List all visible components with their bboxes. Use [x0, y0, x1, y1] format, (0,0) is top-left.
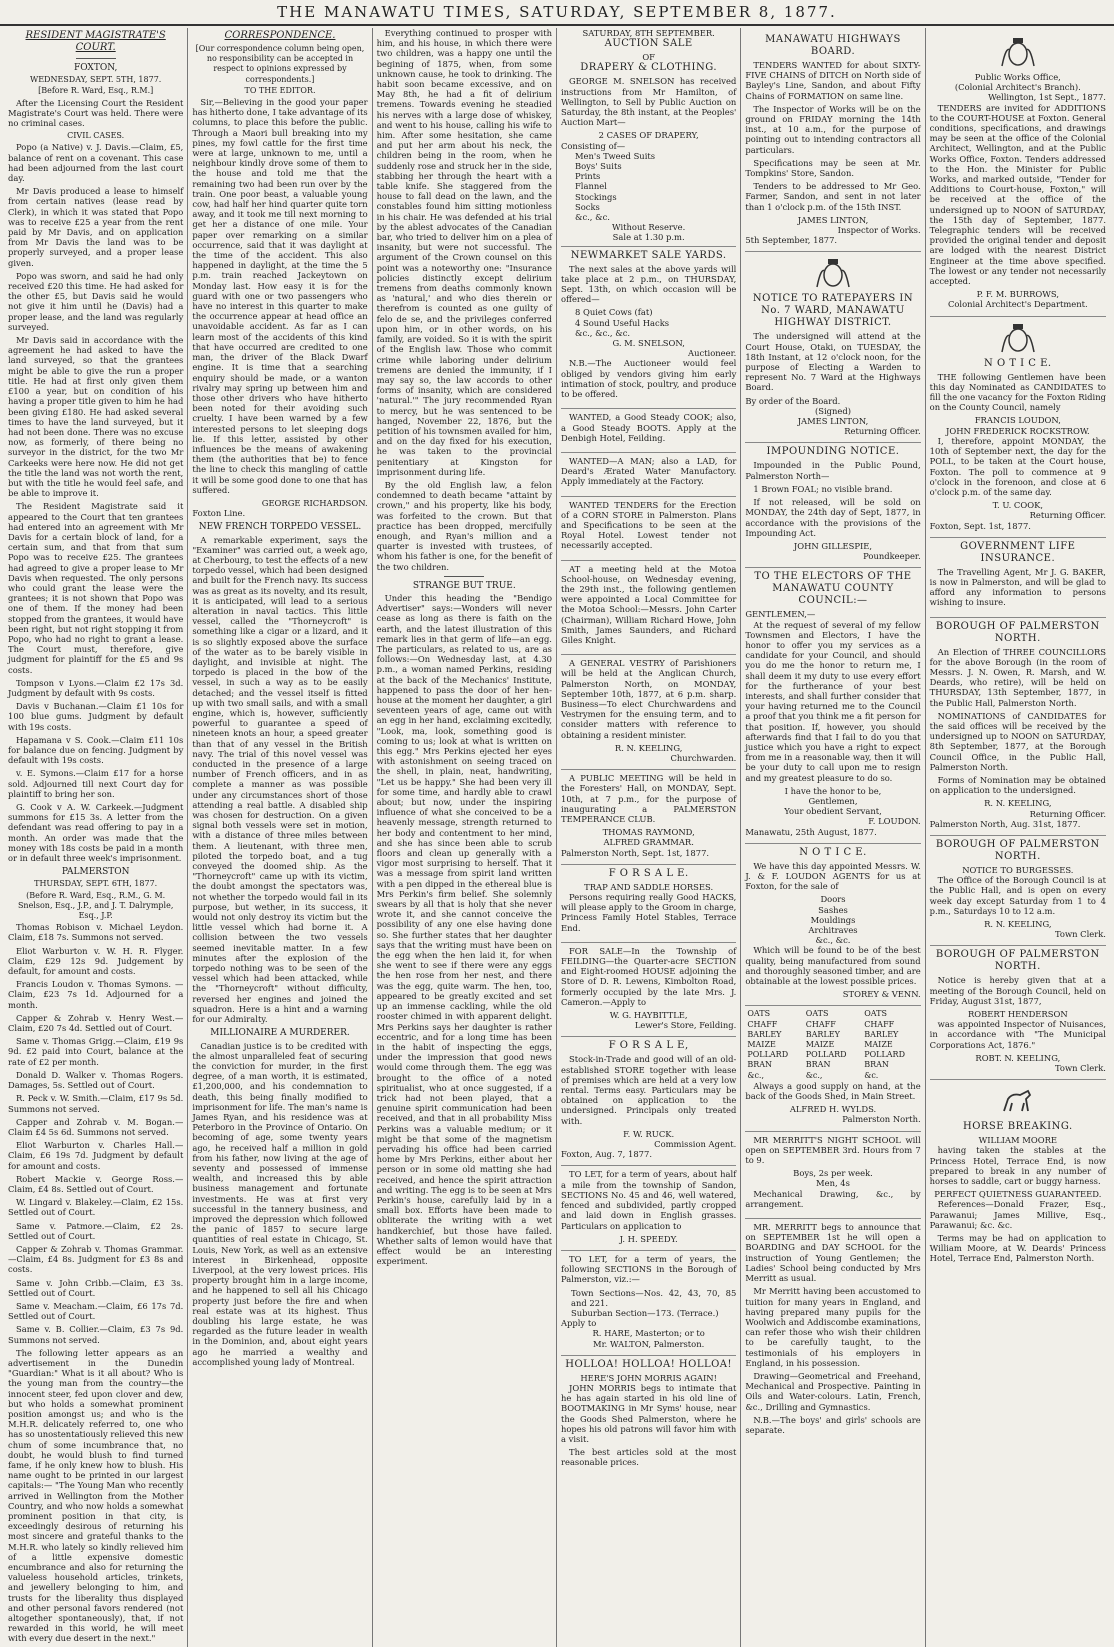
- ad-date: Palmerston North, Sept. 1st, 1877.: [560, 847, 710, 858]
- ad-text: Tenders to be addressed to Mr Geo. Farmer, Sandon, and sent in not later than 1 o'clock p.m. of the 15th INST.: [745, 181, 921, 212]
- ad-subheading: PERFECT QUIETNESS GUARANTEED.: [934, 1189, 1102, 1200]
- table-cell: &c.: [864, 1070, 879, 1080]
- column-3: [373, 28, 557, 1647]
- list-item: Sashes: [818, 904, 848, 915]
- signature: Mr. WALTON, Palmerston.: [593, 1338, 705, 1349]
- list-item: &c., &c.: [815, 935, 851, 946]
- ad-motoa: [561, 560, 736, 652]
- ad-text: The Office of the Borough Council is at the Public Hall, and is open on every week day except Saturday from 1 to 4 p.m., Saturdays 10 to 12 a.m.: [929, 875, 1106, 916]
- list-item: Boys' Suits: [574, 161, 622, 172]
- ad-text: N.B.—The boys' and girls' schools are separate.: [745, 1414, 921, 1435]
- ad-text: Terms may be had on application to William Moore, at W. Deards' Princess Hotel, Terrace End, Palmerston North.: [929, 1233, 1106, 1264]
- paragraph: G. Cook v A. W. Carkeek.—Judgment summons for £15 3s. A letter from the defendant was read offering to pay in a month. An order was made that the money with 18s costs be paid in a month or in default three week's imprisonment.: [8, 802, 184, 864]
- signature-role: Lewer's Store, Feilding.: [634, 1020, 737, 1031]
- ad-to-let-sandon: [561, 1165, 736, 1246]
- signature: JAMES LINTON,: [797, 416, 869, 427]
- ad-heading: IMPOUNDING NOTICE.: [766, 446, 900, 458]
- signature: STOREY & VENN.: [842, 989, 921, 1000]
- ad-text: At the request of several of my fellow Townsmen and Electors, I have the honor to offer you my services as a candidate for your Council, and should you do me the honor to return me, I shall deem it my duty to use every effort for the furtherance of your best interests, and shall further consider that your having returned me to the Council a proof that you think me a fit person for that position. If, however, you should afterwards find that I fail to do you that justice which you have a right to expect from me in a reasonable way, then it will be your duty to call upon me to resign and my greatest pleasure to do so.: [745, 619, 921, 783]
- ad-text: FOR SALE—In the Township of FEILDING—the Quarter-acre SECTION and Eight-roomed HOUSE adjoining the Store of D. R. Lewens, Kimbolton Road, formerly occupied by the late Mrs. J. Cameron.—Apply to: [560, 945, 737, 1007]
- ad-text: N.B.—The Auctioneer would feel obliged by vendors giving him early intimation of stock, poultry, and produce to be offered.: [560, 358, 737, 400]
- heading-torpedo: NEW FRENCH TORPEDO VESSEL.: [198, 522, 362, 533]
- date: WEDNESDAY, SEPT. 5TH, 1877.: [29, 75, 162, 85]
- signature-role: Commission Agent.: [654, 1139, 737, 1150]
- ad-line: 4 Sound Useful Hacks: [574, 317, 670, 328]
- ad-ratepayers: [745, 251, 920, 439]
- auction-drapery: DRAPERY & CLOTHING.: [580, 62, 718, 74]
- table-row: [745, 1009, 920, 1019]
- ad-line: (Colonial Architect's Branch).: [954, 82, 1081, 93]
- ad-date: 5th September, 1877.: [745, 235, 838, 246]
- ad-borough-inspector: [930, 945, 1106, 1076]
- table-cell: BARLEY: [747, 1029, 782, 1039]
- ad-impounding: [745, 442, 920, 564]
- ad-text: Drawing—Geometrical and Freehand, Mechanical and Prospective. Painting in Oils and Water-colours. Latin, French, &c., Drilling and Gymnastics.: [745, 1370, 921, 1412]
- signature-place: Foxton Line.: [192, 508, 246, 519]
- signature: JOHN GILLESPIE,: [793, 540, 873, 551]
- ad-line: Public Works Office,: [974, 72, 1061, 82]
- ad-life-insurance: [930, 537, 1106, 614]
- ad-text: Mr Merritt having been accustomed to tuition for many years in England, and having prepared many pupils for the Woolwich and Addiscombe examinations, can refer those who wish their children to be carefully taught, to the testimonials of his employers in England, in his possession.: [745, 1286, 921, 1368]
- civil-cases: CIVIL CASES.: [67, 131, 125, 141]
- paragraph: Capper & Zohrab v. Thomas Grammar.—Claim, £4 8s. Judgment for £3 8s and costs.: [8, 1243, 184, 1275]
- paragraph: Davis v Buchanan.—Claim £1 10s for 100 blue gums. Judgment by default with 19s costs.: [8, 701, 184, 732]
- table-cell: POLLARD: [747, 1050, 789, 1060]
- paragraph: Same v. John Cribb.—Claim, £3 3s. Settled out of Court.: [8, 1277, 184, 1298]
- ad-text: having taken the stables at the Princess Hotel, Terrace End, is now prepared to break in any number of horses to saddle, cart or buggy harness.: [929, 1145, 1106, 1187]
- ad-text: NOMINATIONS of CANDIDATES for the said offices will be received by the undersigned up to NOON on SATURDAY, 8th September, 1877, at the Borough Council Office, in the Public Hall, Palmerston North.: [929, 710, 1106, 772]
- ad-text: TO LET, for a term of years, about half a mile from the township of Sandon, SECTIONS No. 45 and 46, well watered, fenced and subdivided, partly cropped and laid down in English grasses. Particulars on application to: [560, 1169, 737, 1231]
- ad-text: WANTED—A MAN; also a LAD, for Deard's Ærated Water Manufactory. Apply immediately at the Factory.: [560, 455, 737, 487]
- ad-for-sale-horses: [561, 864, 736, 939]
- ad-tenders: [561, 496, 736, 557]
- paragraph: Same v. Patmore.—Claim, £2 2s. Settled out of Court.: [8, 1220, 184, 1241]
- before: [Before R. Ward, Esq., R.M.]: [38, 86, 154, 96]
- table-cell: BARLEY: [864, 1029, 899, 1039]
- ad-text: JOHN MORRIS begs to intimate that he has again started in his old line of BOOTMAKING in Mr Syms' house, near the Goods Shed Palmerston, where he hopes his old patrons will favor him with a visit.: [560, 1382, 737, 1444]
- ad-text: A PUBLIC MEETING will be held in the Foresters' Hall, on MONDAY, Sept. 10th, at 7 p.m., for the purpose of inaugurating a PALMERSTON TEMPERANCE CLUB.: [560, 773, 737, 824]
- paragraph: Same v. Meacham.—Claim, £6 17s 7d. Settled out of Court.: [8, 1300, 184, 1322]
- table-row: [745, 1030, 920, 1040]
- ad-heading: BOROUGH OF PALMERSTON NORTH.: [935, 949, 1100, 973]
- signature: THOMAS RAYMOND,: [602, 827, 695, 838]
- ad-text: I, therefore, appoint MONDAY, the 10th of September next, the day for the POLL, to be taken at the Court house, Foxton. The poll to commence at 9 o'clock in the forenoon, and close at 6 o'clock p.m. of the same day.: [929, 435, 1106, 497]
- ad-text: The undersigned will attend at the Court House, Otaki, on TUESDAY, the 18th Instant, at 12 o'clock noon, for the purpose of Electing a Warden to represent No. 7 Ward at the Highways Board.: [745, 331, 921, 393]
- table-cell: &c.,: [805, 1070, 823, 1080]
- ad-line: FRANCIS LOUDON,: [974, 415, 1061, 426]
- ad-line: Without Reserve.: [612, 222, 686, 233]
- paragraph: The Resident Magistrate said it appeared to the Court that ten grantees had entered into an agreement with Mr Davis for a certain block of land, for a certain sum, and that from that sum Popo was to receive £25. The grantees had agreed to give a proper lease to Mr Davis when requested. The only persons who could grant the lease were the grantees; it is not shown that Popo was one of them. If the money had been stopped from the grantees, it would have been right, but not right stopping it from Popo, who had no right to grant a lease. The Court must, therefore, give judgment for plaintiff for the £5 and 9s costs.: [8, 501, 184, 675]
- signature-role: Palmerston North.: [842, 1114, 921, 1125]
- divider: [444, 576, 484, 577]
- to-editor: TO THE EDITOR.: [244, 85, 316, 95]
- ad-text: Persons requiring really Good HACKS, will please apply to the Groom in charge, Princess Family Hotel Stables, Terrace End.: [560, 892, 737, 933]
- ad-electors: [745, 567, 920, 839]
- ad-temperance: [561, 769, 736, 861]
- paragraph: Francis Loudon v. Thomas Symons. —Claim, £23 7s 1d. Adjourned for a month.: [8, 979, 184, 1010]
- column-4: [557, 28, 741, 1647]
- columns: [4, 28, 1110, 1644]
- ad-text: We have this day appointed Messrs. W. J. & F. LOUDON AGENTS for us at Foxton, for the sale of: [745, 860, 921, 892]
- ad-heading: BOROUGH OF PALMERSTON NORTH.: [935, 838, 1100, 862]
- ad-text: MR. MERRITT begs to announce that on SEPTEMBER 1st he will open a BOARDING and DAY SCHOOL for the instruction of Young Gentlemen; the Ladies' School being conducted by Mrs Merritt as usual.: [745, 1222, 921, 1284]
- ad-line: Sale at 1.30 p.m.: [612, 232, 685, 243]
- ad-notice-doors: [745, 843, 920, 1003]
- column-6: [926, 28, 1110, 1647]
- signature-role: Town Clerk.: [1054, 1063, 1106, 1074]
- table-row: [745, 1050, 920, 1060]
- ad-heading: GOVERNMENT LIFE INSURANCE.: [960, 540, 1076, 564]
- ad-line: WILLIAM MOORE: [978, 1135, 1057, 1146]
- article: Under this heading the "Bendigo Advertiser" says:—Wonders will never cease as long as there is faith on the earth, and the latest illustration of this remark lies in that germ of life—an egg. The particulars, as related to us, are as follows:—On Wednesday last, at 4.30 p.m., a woman named Perkins, residing at the back of the Mechanics' Institute, happened to pass the door of her hen-house at the moment her daughter, a girl seventeen years of age, came out with an egg in her hand, exclaiming excitedly, "Look, ma, look, something good is coming to us; look at what is written on this egg." Mrs Perkins ejected her eyes with astonishment on seeing traced on the shell, in plain, neat, handwriting, "Let us be happy." She had been very ill for some time, and hardly able to crawl about; but now, under the inspiring influence of what she conceived to be a heavenly message, strength returned to her body and contentment to her mind, and she has since been able to scrub floors and clean up generally with a vigor most surprising to herself. That it was a message from spirit land written with a pen dipped in the ethereal blue is Mrs Perkin's firm belief. She solemnly swears by all that is holy that she never wrote it, and she cannot conceive the possibility of any one else having done so. She further states that her daughter says that the writing must have been on the egg when the hen laid it, for when she went to see if there were any eggs the hen rose from her nest, and there was the egg, quite warm. The hen, too, appeared to be greatly excited and set up an immense cackling, while the old rooster chimed in with apparent delight. Mrs Perkins says her daughter is rather eccentric, and for a long time has been in the habit of inspecting the eggs, under the impression that good news would come through them. The egg was brought to the office of a noted spiritualist, who at once suggested, if a trick had not been played, that a genuine spirit communication had been received, and that in all probability Miss Perkins was a valuable medium; or it might be that some of the magnetism pervading his office had been carried home by Mrs Perkins, either about her person or in some old matting she had received, and hence the spirit attraction and writing. The egg is to be seen at Mrs Perkin's house, carefully laid by in a small box. Efforts have been made to obliterate the writing with a wet handkerchief, but those have failed. Whether salts of lemon would have that effect would be an interesting experiment.: [376, 592, 552, 1267]
- ad-text: THE following Gentlemen have been this day Nominated as CANDIDATES to fill the one vacancy for the Foxton Riding on the County Council, namely: [929, 371, 1106, 413]
- list-item: Stockings: [574, 191, 617, 202]
- ad-heading: N O T I C E.: [984, 357, 1052, 369]
- place: PALMERSTON: [61, 867, 130, 878]
- signature: W. G. HAYBITTLE,: [609, 1010, 688, 1021]
- date: THURSDAY, SEPT. 6TH, 1877.: [34, 879, 158, 889]
- ad-heading: NOTICE TO RATEPAYERS IN No. 7 WARD, MANAWATU HIGHWAY DISTRICT.: [752, 293, 914, 329]
- letter: Sir,—Believing in the good your paper has hitherto done, I take advantage of its columns, to place this before the public. Through a Maori bull breaking into my pines, my fowl cattle for the first time were at large, unknown to me, until a neighbour kindly drove some of them to the house and told me that the remaining two had been run over by the train. One poor beast, a valuable young cow, had half her hind quarter quite torn away, and it took me till next morning to get her a distance of one mile. Your paper over remarking on a similar occurrence, said that it was daylight at the time of the accident. This also happened in daylight, at the time the 5 p.m. train reached Jackeytown on Monday last. How easy it is for the guard with one or two passengers who have no interest in this quarter to make the occurrence appear at head office an unavoidable accident. As far as I can learn most of the accidents of this kind that have occurred are credited to one man, the driver of the Black Dwarf engine. It is time that a searching enquiry should be made, or a wanton rivalry may spring up between him and those other drivers who have hitherto been noted for their avoiding such cruelty. I have been warned by a few interested persons to let sleeping dogs lie. If this letter, assisted by other influences be the means of awakening them (the authorities that be) to fence the line to check this mangling of cattle it will be some good done to one that has suffered.: [192, 97, 368, 495]
- table-cell: MAIZE: [864, 1040, 893, 1050]
- signature: ALFRED H. WYLDS.: [789, 1104, 877, 1115]
- ad-text: The best articles sold at the most reasonable prices.: [560, 1447, 737, 1468]
- list-item: Doors: [820, 894, 846, 905]
- ad-date: Manawatu, 25th August, 1877.: [745, 826, 877, 837]
- paragraph: Robert Mackie v. George Ross.— Claim, £4 8s. Settled out of Court.: [8, 1173, 184, 1194]
- paragraph: Popo was sworn, and said he had only received £20 this time. He had asked for the other £5, but Davis said he would not give it him until he (Davis) had a proper lease, and the land was regularly surveyed.: [8, 270, 184, 332]
- signature: J. H. SPEEDY.: [619, 1233, 678, 1244]
- ad-borough-burgesses: [930, 835, 1106, 942]
- signature-role: Returning Officer.: [844, 426, 921, 437]
- ad-text: AT a meeting held at the Motoa School-house, on Wednesday evening, the 29th inst., the following gentlemen were appointed a Local Committee for the Motoa School:—Messrs. John Carter (Chairman), William Richard Howe, John Smith, James Saunders, and Richard Giles Knight.: [560, 563, 737, 645]
- signature: G. M. SNELSON,: [612, 338, 685, 349]
- before: (Before R. Ward, Esq., R.M., G. M. Snelson, Esq., J.P., and J. T. Dalrymple, Esq., J.P.: [17, 890, 174, 921]
- ad-line: Your obedient Servant,: [784, 806, 882, 817]
- ad-heading: HORSE BREAKING.: [962, 1121, 1073, 1133]
- table-row: [745, 1060, 920, 1070]
- signature-role: Auctioneer.: [688, 348, 737, 359]
- signature: GEORGE RICHARDSON.: [261, 497, 368, 508]
- ad-date: Foxton, Aug. 7, 1877.: [560, 1149, 652, 1160]
- table-cell: OATS: [864, 1009, 887, 1019]
- article: A remarkable experiment, says the "Examiner" was carried out, a week ago, at Cherbourg, to test the effects of a new torpedo vessel, which had been designed and built for the French navy. Its success was as great as its novelty, and its result, it is anticipated, will lead to a serious alteration in naval tactics. This little vessel, called the "Thorneycroft" is something like a cigar or a lizard, and it is so slightly exposed above the surface of the water as to be barely visible in daylight, and invisible at night. The torpedo is placed in the bow of the vessel, in such a way as to be easily detached; and the vessel itself is fitted up with two small sails, and with a small engine, which is, however, sufficiently powerful to guarantee a speed of nineteen knots an hour, a speed greater than that of any vessel in the British navy. The trial of this novel vessel was conducted in the presence of a large number of French officers, and in as complete a manner as was possible under any circumstances short of those attending a real battle. A disabled ship was chosen for destruction. On a given signal both vessels were set in motion, with a distance of three miles between them. A lieutenant, with three men, piloted the torpedo boat, and a tug conveyed the doomed ship. As the "Thorneycroft" came up with its victim, the doubt amongst the spectators was, not whether the torpedo would fail in its purpose, but wether, in its success, it would not only destroy its victim but the little vessel which had borne it. A collision between the two vessels seemed inevitable matter. In a few minutes after the explosion of the torpedo nothing was to be seen of the vessel which had been attacked, while the "Thorneycroft" without difficulty, reversed her engines and joined the squadron. Here is a hint and a warning for our Admiralty.: [192, 534, 368, 1025]
- ad-text: Forms of Nomination may be obtained on application to the undersigned.: [929, 774, 1106, 796]
- ad-line: 2 CASES OF DRAPERY,: [598, 130, 699, 141]
- ad-line: I have the honor to be,: [784, 785, 882, 796]
- horse-icon: [996, 1085, 1040, 1119]
- ad-public-works: [930, 31, 1106, 313]
- table-cell: BARLEY: [805, 1029, 840, 1039]
- ad-boarding-school: [745, 1218, 920, 1441]
- ad-text: A GENERAL VESTRY of Parishioners will be held at the Anglican Church, Palmerston North, on MONDAY, September 10th, 1877, at 6 p.m. sharp. Business—To elect Churchwardens and Vestrymen for the ensuing term, and to consider matters with reference to obtaining a resident minister.: [560, 658, 737, 740]
- table-cell: POLLARD: [805, 1050, 847, 1060]
- ad-text: References—Donald Frazer, Esq., Parawanui; James Millive, Esq., Parawanui; &c. &c.: [929, 1199, 1106, 1230]
- ad-oats: [745, 1005, 920, 1127]
- produce-table: [745, 1009, 920, 1080]
- ad-line: By order of the Board.: [745, 395, 841, 406]
- ad-subheading: TRAP AND SADDLE HORSES.: [584, 881, 714, 892]
- ad-text: Impounded in the Public Pound, Palmerston North—: [745, 460, 921, 481]
- ad-heading: N O T I C E.: [799, 846, 867, 858]
- ad-wanted-man: [561, 452, 736, 493]
- ad-text: TENDERS are invited for ADDITIONS to the COURT-HOUSE at Foxton. General conditions, specifications, and drawings may be seen at the office of the Colonial Architect, Wellington, and at the Public Works Office, Foxton. Tenders addressed to the Hon. the Minister for Public Works, and marked outside, "Tender for Additions to Court-house, Foxton," will be received at the office of the undersigned up to NOON of SATURDAY, the 15th day of September, 1877. Telegraphic tenders will be received provided the original tender and deposit are lodged with the nearest District Engineer at the time above specified. The lowest or any tender not necessarily accepted.: [929, 102, 1106, 287]
- table-cell: CHAFF: [747, 1019, 778, 1029]
- list-item: Flannel: [574, 181, 607, 192]
- ad-borough-election: [930, 617, 1106, 832]
- ad-heading: MANAWATU HIGHWAYS BOARD.: [765, 34, 901, 57]
- ad-heading: HOLLOA! HOLLOA! HOLLOA!: [565, 1358, 733, 1370]
- paragraph: Eliot Warburton v. Charles Hall.— Claim, £6 19s 7d. Judgment by default for amount and costs.: [8, 1140, 184, 1171]
- article: By the old English law, a felon condemned to death became "attaint by crown," and his property, like his body, was forfeited to the crown. But that practice has been dropped, mercifully enough, and Ryan's million and a quarter is invested with trustees, of whom his father is one, for the benefit of the two children.: [376, 479, 552, 572]
- ad-line: Suburban Section—173. (Terrace.): [570, 1307, 719, 1318]
- signature: ALFRED GRAMMAR.: [603, 837, 694, 848]
- ad-heading: BOROUGH OF PALMERSTON NORTH.: [935, 620, 1100, 644]
- signature: F. W. RUCK.: [623, 1128, 675, 1139]
- ad-text: Notice is hereby given that at a meeting of the Borough Council, held on Friday, August 31st, 1877,: [929, 975, 1106, 1006]
- ad-highways-board: [745, 31, 920, 248]
- item-list: [561, 151, 736, 222]
- ad-subheading: HERE'S JOHN MORRIS AGAIN!: [580, 1372, 717, 1383]
- ad-horse-breaking: [930, 1079, 1106, 1269]
- signature: T. U. COOK,: [992, 500, 1043, 511]
- coat-of-arms-icon: [811, 257, 855, 291]
- signature: JAMES LINTON,: [797, 214, 869, 225]
- column-1: [4, 28, 188, 1647]
- ad-line: Gentlemen,: [808, 795, 858, 806]
- ad-text: Which will be found to be of the best quality, being manufactured from sound and thoroughly seasoned timber, and are obtainable at the lowest possible prices.: [745, 945, 921, 987]
- heading-millionaire: MILLIONAIRE A MURDERER.: [210, 1028, 350, 1039]
- ad-line: GENTLEMEN,—: [745, 609, 816, 620]
- ad-date: Palmerston North, Aug. 31st, 1877.: [929, 818, 1081, 829]
- ad-to-let-palmerston: [561, 1250, 736, 1352]
- ad-text: TO LET, for a term of years, the following SECTIONS in the Borough of Palmerston, viz.:—: [560, 1253, 737, 1285]
- signature-role: Colonial Architect's Department.: [947, 299, 1088, 310]
- ad-text: was appointed Inspector of Nuisances, in accordance with "The Municipal Corporations Act, 1876.": [929, 1019, 1106, 1050]
- table-cell: POLLARD: [864, 1050, 905, 1060]
- signature-role: Poundkeeper.: [863, 551, 921, 562]
- ad-text: MR MERRITT'S NIGHT SCHOOL will open on SEPTEMBER 3rd. Hours from 7 to 9.: [745, 1134, 921, 1166]
- table-row: [745, 1071, 920, 1081]
- paragraph: Popo (a Native) v. J. Davis.—Claim, £5, balance of rent on a covenant. This case had been adjourned from the last court day.: [8, 142, 184, 184]
- paragraph: Donald D. Walker v. Thomas Rogers. Damages, 5s. Settled out of Court.: [8, 1069, 184, 1091]
- signature: F. LOUDON.: [868, 816, 921, 827]
- ad-wanted-cook: [561, 408, 736, 449]
- list-item: Men's Tweed Suits: [574, 150, 656, 161]
- ad-text: If not released, will be sold on MONDAY, the 24th day of Sept, 1877, in accordance with the provisions of the Impounding Act.: [745, 497, 921, 538]
- table-cell: OATS: [747, 1009, 771, 1019]
- ad-heading: F O R S A L E.: [608, 867, 689, 879]
- table-cell: CHAFF: [805, 1019, 836, 1029]
- ad-text: GEORGE M. SNELSON has received instructions from Mr Hamilton, of Wellington, to Sell by Public Auction on Saturday, the 8th instant, at the Peoples' Auction Mart—: [560, 76, 737, 128]
- ad-text: Always a good supply on hand, at the back of the Goods Shed, in Main Street.: [745, 1080, 921, 1102]
- list-item: Mouldings: [810, 914, 856, 925]
- ad-night-school: [745, 1131, 920, 1215]
- signature-role: Returning Officer.: [1029, 510, 1106, 521]
- ad-text: Mechanical Drawing, &c., by arrangement.: [745, 1188, 921, 1209]
- ad-line: Apply to: [560, 1318, 597, 1329]
- ad-john-morris: [561, 1355, 736, 1474]
- paragraph: Capper and Zohrab v. M. Bogan.— Claim £4 5s 6d. Summons not served.: [8, 1116, 184, 1137]
- table-cell: BRAN: [864, 1060, 889, 1070]
- ad-nomination-notice: [930, 316, 1106, 534]
- ad-date: Wellington, 1st Sept., 1877.: [988, 92, 1106, 103]
- list-item: Socks: [574, 201, 600, 212]
- ad-for-sale-feilding: [561, 942, 736, 1034]
- signature: R. HARE, Masterton; or to: [592, 1328, 705, 1339]
- auction-of: OF: [642, 52, 655, 63]
- paragraph: Capper & Zohrab v. Henry West.— Claim, £20 7s 4d. Settled out of Court.: [8, 1012, 184, 1034]
- ad-line: Men, 4s: [816, 1178, 850, 1189]
- table-cell: OATS: [805, 1009, 829, 1019]
- paragraph: Eliot Warburton v. W. H. R. Flyger. Claim, £29 12s 9d. Judgement by default, for amount and costs.: [8, 945, 184, 977]
- column-5: [741, 28, 925, 1647]
- signature-role: Returning Officer.: [1029, 808, 1106, 819]
- paragraph: W. Lingard v. Blakeley.—Claim, £2 15s. Settled out of Court.: [8, 1197, 184, 1218]
- paragraph: Mr Davis said in accordance with the agreement he had asked to have the land surveyed, so that the grantees might be able to give the run a proper title. He had at first only given them £100 a year, but on condition of his having a proper title given to him he had been giving £180. He had asked several times to have the land surveyed, but it had not been done. There was no excuse now, as formerly, of there being no surveyor in the district, for the two Mr Carkeeks were here now. He did not get the title the land was not worth the rent, but with the title he would feel safe, and be able to improve it.: [8, 335, 184, 499]
- paragraph: Tompson v Lyons.—Claim £2 17s 3d. Judgment by default with 9s costs.: [8, 677, 184, 698]
- place: FOXTON,: [73, 63, 118, 73]
- ad-heading: TO THE ELECTORS OF THE MANAWATU COUNTY COUNCIL:—: [754, 571, 912, 607]
- heading-magistrate: RESIDENT MAGISTRATE'S COURT.: [25, 30, 166, 53]
- ad-line: Town Sections—Nos. 42, 43, 70, 85 and 221.: [570, 1287, 737, 1308]
- ad-line: ROBERT HENDERSON: [967, 1009, 1068, 1020]
- ad-line: JOHN FREDERICK ROCKSTROW.: [945, 425, 1090, 436]
- table-row: [745, 1020, 920, 1030]
- table-cell: CHAFF: [864, 1019, 895, 1029]
- table-cell: &c.,: [747, 1070, 765, 1080]
- list-item: &c., &c.: [574, 212, 610, 223]
- auction-heading: AUCTION SALE: [604, 38, 693, 50]
- coat-of-arms-icon: [996, 322, 1040, 356]
- signature: P. F. M. BURROWS,: [976, 289, 1060, 300]
- signature: R. N. KEELING,: [984, 798, 1052, 809]
- ad-text: The Inspector of Works will be on the ground on FRIDAY morning the 14th inst., at 10 a.m., for the purpose of pointing out to intending contractors all particulars.: [745, 103, 921, 155]
- ad-heading: NEWMARKET SALE YARDS.: [570, 249, 727, 261]
- ad-subheading: NOTICE TO BURGESSES.: [962, 864, 1074, 875]
- ad-text: Specifications may be seen at Mr. Tompkins' Store, Sandon.: [745, 157, 921, 179]
- table-cell: MAIZE: [805, 1040, 835, 1050]
- signature-role: Churchwarden.: [670, 752, 737, 763]
- ad-line: &c., &c., &c.: [574, 327, 631, 338]
- column-2: [188, 28, 372, 1647]
- heading-correspondence: CORRESPONDENCE.: [224, 30, 336, 41]
- ad-line: Consisting of—: [560, 140, 626, 151]
- notice: [Our correspondence column being open, no responsibility can be accepted in respect to opinions expressed by correspondents.]: [195, 44, 365, 84]
- ad-line: 8 Quiet Cows (fat): [574, 307, 653, 318]
- paragraph: Mr Davis produced a lease to himself from certain natives (lease read by Clerk), in which it was stated that Popo was to receive £25 a year from the rent paid by Mr Davis, and on application from Mr Davis the land was to be properly surveyed, and a proper lease given.: [8, 186, 184, 268]
- ad-text: The next sales at the above yards will take place at 2 p.m., on THURSDAY, Sept. 13th, on which occasion will be offered—: [560, 263, 737, 305]
- table-cell: BRAN: [747, 1060, 773, 1070]
- auction-date: SATURDAY, 8TH SEPTEMBER.: [582, 28, 715, 38]
- ad-text: 1 Brown FOAL; no visible brand.: [753, 483, 893, 494]
- paragraph: After the Licensing Court the Resident Magistrate's Court was held. There were no criminal cases.: [8, 97, 184, 129]
- article: Everything continued to prosper with him, and his house, in which there were two children, was a happy one until the begining of 1875, when, from some unknown cause, he took to drinking. The habit soon became excessive, and on May 8th, he had a fit of delirium tremens. Towards evening he steadied his nerves with a large dose of whiskey, and went to his house, calling his wife to him. After some hesitation, she came and put her arm about his neck, the children being in the room, when he suddenly rose and struck her in the side, stabbing her through the heart with a table knife. She staggered from the house to fall dead on the lawn, and the constables found him sitting motionless in his chair. He was defended at his trial by the ablest advocates of the Canadian bar, who tried to deliver him on a plea of insanity, but were not successful. The argument of the Crown counsel on this point was a noteworthy one: "Insurance policies distinctly except delirium tremens from deaths commonly known as 'natural,' and who dies therein or therefrom is counted as one guilty of felo de se, and the privileges conferred upon him, or in other words, on his family, are voided. So it is with the spirit of the English law. Those who commit crime while laboring under delirium tremens are denied the immunity, if I may say so, the law accords to other forms of insanity, which are considered 'natural.'" The jury recommended Ryan to mercy, but he was sentenced to be hanged, November 22, 1876, but the petition of his townsmen availed for him, and on the day fixed for his execution, he was taken to the provincial penitentiary at Kingston for imprisonment during life.: [376, 28, 552, 477]
- paragraph: The following letter appears as an advertisement in the Dunedin "Guardian:" What is it all about? Who is the young man from the country—the innocent steer, fed upon clover and dew, but who holds a somewhat prominent position amongst us; and who is the M.H.R. delicately referred to, one who has so unostentatiously relieved this new chum of some incumbrance that, no doubt, he would blush to find turned fame, if he only knew how to blush. His name ought to be printed in our largest capitals:— "The Young Man who recently arrived in Wellington from the Mother Country, and who now holds a somewhat prominent position in that city, is exceedingly desirous of returning his most sincere and grateful thanks to the M.H.R. who lately so kindly relieved him of a little expensive domestic encumbrance and also for returning the valueless household articles, trinkets, and jewellery belonging to him, and trusts for the liberality thus displayed and other personal favors rendered (not altogether spontaneously), that, if not rewarded in this world, he will meet with every due desert in the next.": [8, 1347, 184, 1644]
- table-cell: MAIZE: [747, 1040, 776, 1050]
- ad-for-sale-store: [561, 1036, 736, 1162]
- signature: ROBT. N. KEELING,: [975, 1052, 1061, 1063]
- ad-text: WANTED, a Good Steady COOK; also, a Good Steady BOOTS. Apply at the Denbigh Hotel, Feilding.: [560, 412, 737, 443]
- ad-vestry: [561, 654, 736, 766]
- article: Canadian justice is to be credited with the almost unparalleled feat of securing the conviction for murder, in the first degree, of a man worth, it is estimated, £1,200,000, and his condemnation to death, this being finally modified to imprisonment for life. The man's name is James Ryan, and his residence was at Peterboro in the Province of Ontario. On becoming of age, some twenty years ago, he received half a million in gold from his father, now living at the age of seventy and possessed of immense wealth, and increased this by able business management and fortunate investments. He was at first very successful in the tannery business, and improved the depression which followed the panic of 1857 to secure large quantities of real estate in Chicago, St. Louis, New York, as well as an extensive interest in Birkenhead, opposite Liverpool, at the very lowest prices. His property brought him in a large income, and he happened to sell all his Chicago property just before the fire and when real estate was at its highest. Thus doubling his large estate, he was regarded as the future leader in wealth in the Dominion, and, about eight years ago he married a wealthy and accomplished young lady of Montreal.: [192, 1040, 368, 1367]
- ad-heading: F O R S A L E,: [608, 1040, 689, 1052]
- ad-text: WANTED TENDERS for the Erection of a CORN STORE in Palmerston. Plans and Specifications to be seen at the Royal Hotel. Lowest tender not necessarily accepted.: [560, 499, 737, 551]
- signature-role: Inspector of Works.: [837, 225, 921, 236]
- paragraph: R. Peck v. W. Smith.—Claim, £17 9s 5d. Summons not served.: [8, 1093, 184, 1114]
- list-item: Prints: [574, 171, 601, 182]
- signature: R. N. KEELING,: [614, 742, 683, 753]
- paragraph: Hapamana v S. Cook.—Claim £11 10s for balance due on fencing. Judgment by default with 19s costs.: [8, 734, 184, 766]
- table-cell: BRAN: [805, 1060, 831, 1070]
- signature: R. N. KEELING,: [984, 919, 1052, 929]
- ad-text: The Travelling Agent, Mr J. G. BAKER, is now in Palmerston, and will be glad to afford any information to persons wishing to insure.: [929, 566, 1106, 608]
- ad-text: Stock-in-Trade and good will of an old-established STORE together with lease of premises which are held at a very low rental. Terms easy. Particulars may be obtained on application to the undersigned. Principals only treated with.: [560, 1054, 737, 1126]
- ad-date: Foxton, Sept. 1st, 1877.: [929, 520, 1031, 531]
- ad-line: (Signed): [814, 405, 851, 416]
- signature-role: Town Clerk.: [1054, 929, 1106, 940]
- divider: [76, 58, 116, 59]
- ad-text: An Election of THREE COUNCILLORS for the above Borough (in the room of Messrs. J. N. Owen, R. Marsh, and W. Deards, who retire), will be held on THURSDAY, 13th September, 1877, in the Public Hall, Palmerston North.: [929, 646, 1106, 708]
- coat-of-arms-icon: [996, 36, 1040, 70]
- table-row: [745, 1040, 920, 1050]
- paragraph: v. E. Symons.—Claim £17 for a horse sold. Adjourned till next Court day for plaintiff to bring her son.: [8, 768, 184, 799]
- ad-newmarket: [561, 246, 736, 406]
- list-item: Architraves: [808, 925, 858, 935]
- ad-text: TENDERS WANTED for about SIXTY-FIVE CHAINS of DITCH on North side of Bayley's Line, Sandon, and about Fifty Chains of FORMATION on same line.: [745, 60, 921, 101]
- paragraph: Same v. Thomas Grigg.—Claim, £19 9s 9d. £2 paid into Court, balance at the rate of £2 per month.: [8, 1036, 184, 1067]
- masthead: THE MANAWATU TIMES, SATURDAY, SEPTEMBER 8, 1877.: [0, 0, 1114, 26]
- heading-strange: STRANGE BUT TRUE.: [412, 580, 516, 591]
- paragraph: Same v. B. Collier.—Claim, £3 7s 9d. Summons not served.: [8, 1324, 184, 1345]
- ad-line: Boys, 2s per week.: [793, 1168, 873, 1179]
- paragraph: Thomas Robison v. Michael Leydon. Claim, £18 7s. Summons not served.: [8, 922, 184, 943]
